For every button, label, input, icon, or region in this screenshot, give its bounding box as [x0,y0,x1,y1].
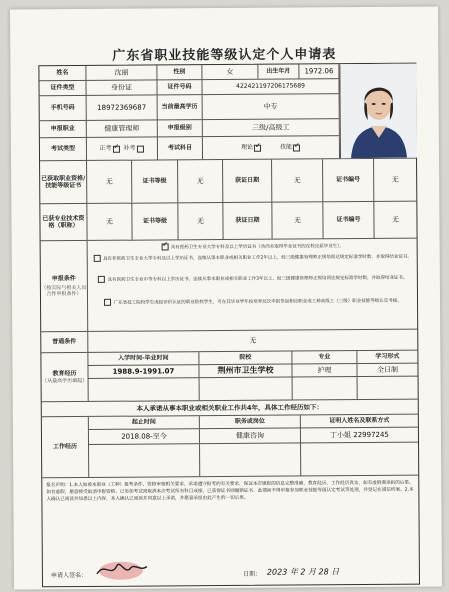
general-value: 无 [249,336,257,345]
condition-text: 广东省技工院校学生或经评价认证的职业院校学生，可在其毕业学年按培养层次申报参加相应职业或工种高级工（三级）职业技能等级认定考核。 [113,298,402,306]
name-value: 沈丽 [86,65,157,79]
empty-cell [200,378,293,401]
general-label: 普通条件 [41,332,88,352]
cert-date-label: 获证日期 [223,160,272,202]
work-position: 健康咨询 [200,428,301,443]
table-row-empty [89,377,418,401]
row-conditions [41,239,418,333]
phone-label: 手机号码 [40,96,87,120]
phone-value: 18972369687 [87,95,158,119]
table-row-empty [89,443,418,477]
birth-value: 1972.06 [299,64,339,78]
exam-subject-options [203,136,340,159]
edu-mode-header: 学习形式 [375,353,400,361]
education-note: （从最高学历填起） [42,377,88,384]
makeup-exam-checkbox[interactable] [136,145,143,152]
gender-label: 性别 [157,65,202,79]
regular-exam-checkbox[interactable] [112,145,119,152]
row-work [42,415,418,479]
conditions-label-cell [41,241,89,331]
edu-school-header: 院校 [199,352,292,365]
signature-scribble [91,558,151,582]
condition-checkbox[interactable] [161,243,168,250]
application-form [10,7,442,590]
condition-checkbox[interactable] [104,299,111,306]
row-tech [40,202,416,242]
cert-no-value: 无 [391,175,399,184]
education-label-cell [41,353,88,401]
exam-subject-label: 考试科目 [158,137,203,159]
conditions-list [88,239,418,331]
education-value: 中专 [203,94,340,119]
portrait-image [340,64,417,159]
condition-checkbox[interactable] [98,276,105,283]
conditions-note: （按实际与相关人员合作申报条件） [41,284,87,298]
id-number-label: 证件号码 [157,80,202,94]
row-general [41,330,417,354]
id-type-label: 证件类型 [39,81,86,95]
tech-no-label: 证书编号 [323,202,374,238]
conditions-label: 申报条件 [51,274,76,282]
page-title: 广东省职业技能等级认定个人申请表 [112,47,337,64]
empty-cell [89,378,200,401]
tech-date-value: 无 [272,202,323,238]
row-certs [40,159,416,205]
edu-major-header: 专业 [292,351,357,363]
condition-checkbox[interactable] [94,255,101,262]
cert-held-label: 已获取职业资格/技能等级证书 [40,161,87,203]
work-time: 2018.08-至今 [89,429,200,444]
condition-text: 具有医药卫生专业大学专科及以上学历证书（含尚未取得毕业证书的在校应届毕业生）。 [170,244,345,251]
declaration-section [42,476,419,587]
work-position-header: 职务或岗位 [200,415,301,428]
education-history-label: 教育经历 [52,370,77,378]
name-label: 姓名 [39,66,86,80]
tech-held-label: 已获专业技术资格（职称） [40,204,87,240]
cert-level-label: 证书等级 [132,160,178,202]
id-number-value: 422421197206175689 [202,79,339,94]
edu-major: 护理 [292,364,357,376]
tech-no-value: 无 [391,215,399,224]
empty-cell [89,444,200,477]
education-label: 当前最高学历 [158,95,203,119]
apply-level-label: 申报级别 [158,120,203,136]
cert-no-label: 证书编号 [323,159,374,201]
work-time-header: 起止时间 [89,416,200,429]
makeup-exam-label: 补考 [123,144,136,152]
cert-date-value: 无 [272,159,323,201]
signature-label: 申请人签名： [50,571,87,580]
cert-level-value: 无 [178,160,223,202]
date-label: 日期： [242,570,261,578]
tech-level-value: 无 [178,203,223,239]
theory-label: 理论 [240,144,253,152]
work-contact: 丁小姐 22997245 [329,430,389,439]
exam-type-label: 考试类型 [40,138,87,160]
regular-exam-label: 正考 [99,145,112,153]
apply-level-value: 三级/高级工 [203,119,340,136]
occupation-label: 申报职业 [40,121,87,137]
row-education [41,351,417,403]
tech-held-value: 无 [87,204,132,240]
date-value: 2023 年 2 月 28 日 [266,567,340,577]
work-intro: 本人承诺从事本职业或相关职业工作共4年，具体工作经历如下： [136,403,324,413]
tech-level-label: 证书等级 [132,203,178,239]
edu-time: 1988.9-1991.07 [88,365,199,378]
condition-item [92,297,413,307]
declaration-text: 报名声明：1.本人如被本职业（工种）报考条件、资格审核相关要求，承诺遵守报考的有关要求，保证本次填报的信息完整准确，教育经历、工作经历真实，如有虚假需承担的后果。如有虚假，愿意接受取消申报资格、已参加考试则取消本次考试所有科目成绩、已获得证书则撤销证书、此期间不得申报参加职业技能等级认定考试等处理，并登记在诚信档案。2.本人确认已阅读并知悉以上内容，本人确认已阅读并同意以上承诺，并愿意承担由此产生的一切后果。 [46,480,414,503]
work-history-label: 工作经历 [42,417,89,477]
birth-label: 出生年月 [258,64,299,78]
condition-text: 具有非医药卫生专业大学专科及以上学历证书，连续从事本职业或相关职业工作2年以上，经三级健康管理师正规培训达规定标准学时数，并取得结业证书。 [102,254,412,262]
condition-text: 具有医药卫生专业中等专科以上学历证书，连续从事本职业或相关职业工作3年以上，经三级健康管理师正规培训达规定标准学时数，并取得结业证书。 [107,275,408,283]
form-table [38,63,420,588]
empty-cell [293,377,358,399]
theory-checkbox[interactable] [254,144,261,151]
skill-label: 技能 [279,143,292,151]
condition-item [92,274,413,284]
condition-item [92,253,413,263]
id-type-value: 身份证 [86,80,157,94]
tech-date-label: 获证日期 [223,203,272,239]
occupation-value: 健康管理师 [87,120,158,136]
edu-mode: 全日制 [376,365,399,374]
empty-cell [200,443,301,476]
edu-school: 荆州市卫生学校 [199,365,292,378]
gender-value: 女 [202,65,258,79]
skill-checkbox[interactable] [293,144,300,151]
work-contact-header: 证明人姓名及联系方式 [329,417,390,425]
exam-type-options [87,137,158,159]
cert-held-value: 无 [87,161,132,203]
condition-item [92,242,413,252]
applicant-photo [339,64,417,159]
edu-time-header: 入学时间-毕业时间 [88,352,199,365]
